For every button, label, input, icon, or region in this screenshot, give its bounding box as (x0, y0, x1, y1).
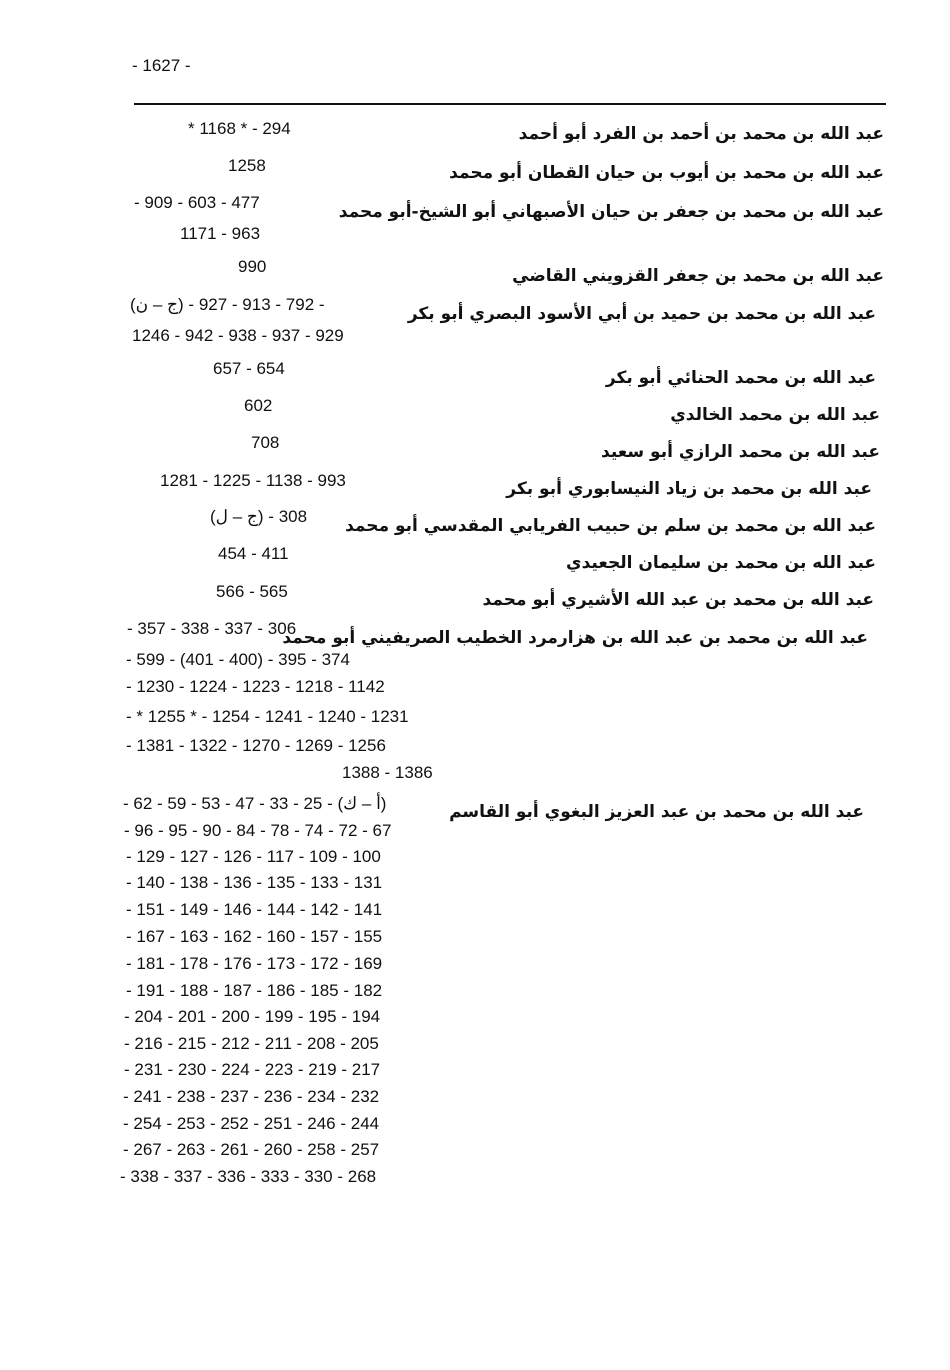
entry-name: عبد الله بن محمد الحنائي أبو بكر (605, 368, 876, 388)
ref-line: - 1230 - 1224 - 1223 - 1218 - 1142 (126, 677, 385, 696)
ref-line: 454 - 411 (218, 544, 289, 563)
entry-name: عبد الله بن محمد بن جعفر القزويني القاضي (512, 266, 884, 286)
ref-line: - 909 - 603 - 477 (134, 193, 260, 212)
ref-line: - 140 - 138 - 136 - 135 - 133 - 131 (126, 873, 383, 892)
ref-line: 657 - 654 (213, 359, 285, 378)
ref-line: 1281 - 1225 - 1138 - 993 (160, 471, 346, 490)
ref-line: 1246 - 942 - 938 - 937 - 929 (132, 326, 344, 345)
ref-line: - 267 - 263 - 261 - 260 - 258 - 257 (123, 1140, 380, 1159)
ref-line: 602 (244, 396, 273, 415)
ref-line: 566 - 565 (216, 582, 288, 601)
entry-name: عبد الله بن محمد بن عبد الله الأشيري أبو محمد (482, 590, 874, 610)
ref-line: - 599 - (401 - 400) - 395 - 374 (126, 650, 350, 669)
ref-line: - 129 - 127 - 126 - 117 - 109 - 100 (126, 847, 381, 866)
ref-line: - 191 - 188 - 187 - 186 - 185 - 182 (126, 981, 383, 1000)
ref-line: * 1168 * - 294 (188, 119, 291, 138)
entry-name: عبد الله بن محمد بن عبد العزيز البغوي أبو القاسم (449, 802, 864, 822)
ref-line: 990 (238, 257, 267, 276)
entry-name: عبد الله بن محمد بن جعفر بن حيان الأصبهاني أبو الشيخ-أبو محمد (338, 202, 884, 222)
entry-name: عبد الله بن محمد بن زياد النيسابوري أبو بكر (506, 479, 872, 499)
ref-line: - 96 - 95 - 90 - 84 - 78 - 74 - 72 - 67 (124, 821, 392, 840)
entry-name: عبد الله بن محمد بن عبد الله بن هزارمرد الخطيب الصريفيني أبو محمد (282, 628, 868, 648)
entry-name: عبد الله بن محمد بن أيوب بن حيان القطان أبو محمد (449, 163, 884, 183)
ref-line: 708 (251, 433, 280, 452)
ref-line: - 254 - 253 - 252 - 251 - 246 - 244 (123, 1114, 380, 1133)
ref-line: - 167 - 163 - 162 - 160 - 157 - 155 (126, 927, 383, 946)
ref-line: - 216 - 215 - 212 - 211 - 208 - 205 (124, 1034, 379, 1053)
entry-name: عبد الله بن محمد بن سلم بن حبيب الفريابي المقدسي أبو محمد (345, 516, 876, 536)
ref-line: - 1381 - 1322 - 1270 - 1269 - 1256 (126, 736, 386, 755)
ref-line: - 231 - 230 - 224 - 223 - 219 - 217 (124, 1060, 381, 1079)
ref-line: (ج – ن) - 792 - 913 - 927 - (130, 295, 325, 314)
entry-name: عبد الله بن محمد الرازي أبو سعيد (601, 442, 880, 462)
ref-line: - 62 - 59 - 53 - 47 - 33 - 25 - (أ – ك) (123, 794, 387, 813)
entry-name: عبد الله بن محمد بن سليمان الجعيدي (566, 553, 876, 573)
entry-name: عبد الله بن محمد بن أحمد بن الفرد أبو أحمد (518, 124, 884, 144)
ref-line: - 151 - 149 - 146 - 144 - 142 - 141 (126, 900, 383, 919)
ref-line: 1258 (228, 156, 266, 175)
entry-name: عبد الله بن محمد الخالدي (670, 405, 880, 425)
page-number: - 1627 - (132, 56, 191, 75)
ref-line: - * 1255 * - 1254 - 1241 - 1240 - 1231 (126, 707, 409, 726)
entry-name: عبد الله بن محمد بن حميد بن أبي الأسود البصري أبو بكر (407, 304, 876, 324)
ref-line: - 357 - 338 - 337 - 306 (127, 619, 297, 638)
ref-line: 1388 - 1386 (342, 763, 433, 782)
ref-line: - 241 - 238 - 237 - 236 - 234 - 232 (123, 1087, 380, 1106)
ref-line: - 338 - 337 - 336 - 333 - 330 - 268 (120, 1167, 377, 1186)
ref-line: 1171 - 963 (180, 224, 261, 243)
ref-line: (ج – ل) - 308 (210, 507, 308, 526)
ref-line: - 204 - 201 - 200 - 199 - 195 - 194 (124, 1007, 381, 1026)
ref-line: - 181 - 178 - 176 - 173 - 172 - 169 (126, 954, 383, 973)
